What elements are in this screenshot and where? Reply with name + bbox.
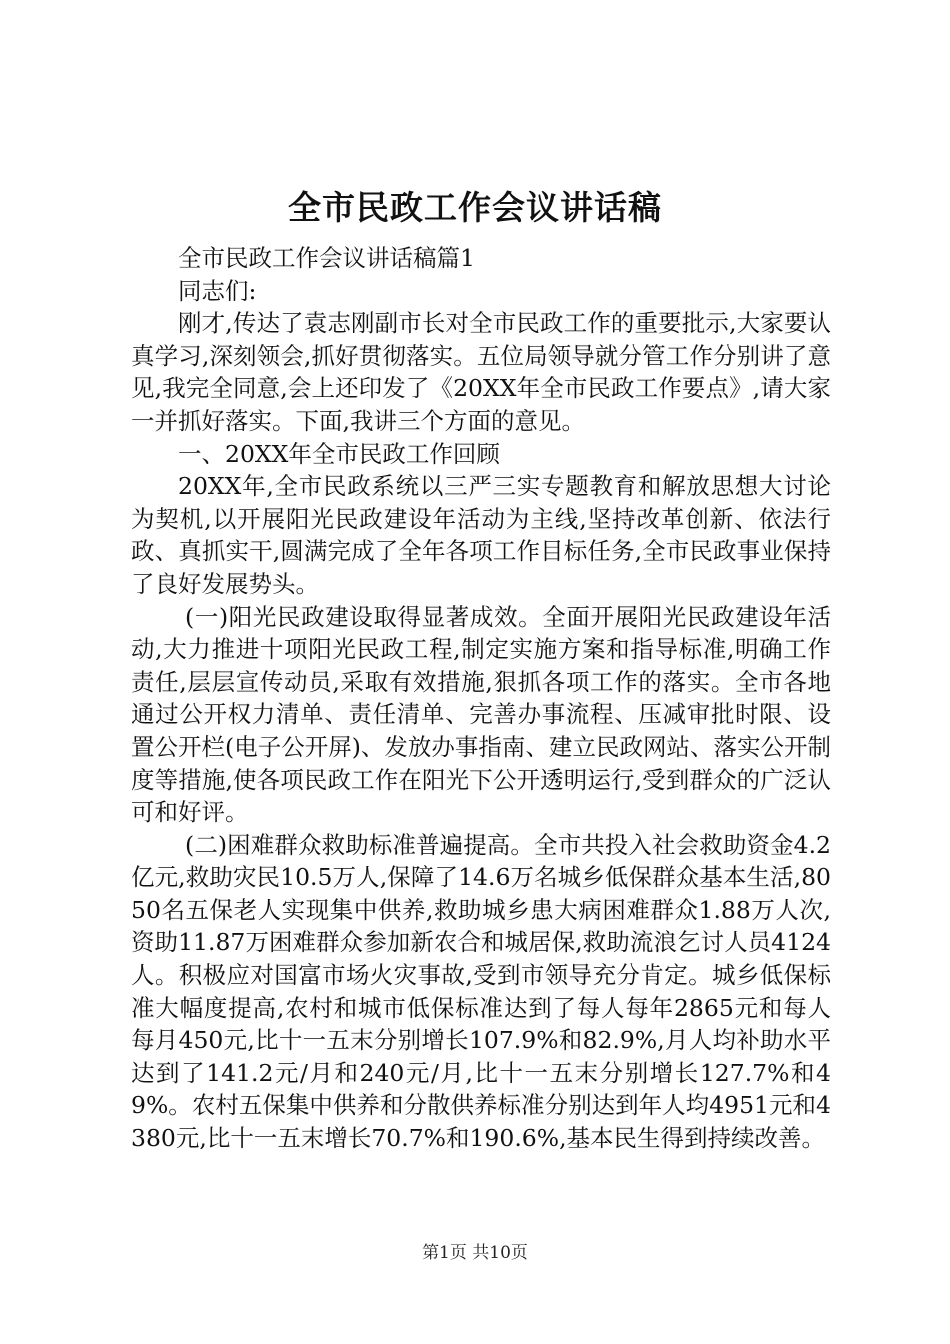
salutation: 同志们: <box>178 276 257 305</box>
section-heading: 全市民政工作会议讲话稿篇1 <box>178 244 475 272</box>
part-one-heading: 一、20XX年全市民政工作回顾 <box>178 439 500 468</box>
document-title: 全市民政工作会议讲话稿 <box>288 188 662 227</box>
item-two-paragraph: (二)困难群众救助标准普遍提高。全市共投入社会救助资金4.2亿元,救助灾民10.5万人,保障了14.6万名城乡低保群众基本生活,8050名五保老人实现集中供养,救助城乡患大病困难群众1.88万人次,资助11.87万困难群众参加新农合和城居保,救助流浪乞讨人员4124人。积极应对国富市场火灾事故,受到市领导充分肯定。城乡低保标准大幅度提高,农村和城市低保标准达到了每人每年2865元和每人每月450元,比十一五末分别增长107.9%和82.9%,月人均补助水平达到了141.2元/月和240元/月,比十一五末分别增长127.7%和49%。农村五保集中供养和分散供养标准分别达到年人均4951元和4380元,比十一五末增长70.7%和190.6%,基本民生得到持续改善。 <box>131 830 831 1153</box>
page-number: 第1页 共10页 <box>422 1243 528 1263</box>
item-one-paragraph: (一)阳光民政建设取得显著成效。全面开展阳光民政建设年活动,大力推进十项阳光民政工程,制定实施方案和指导标准,明确工作责任,层层宣传动员,采取有效措施,狠抓各项工作的落实。全市各地通过公开权力清单、责任清单、完善办事流程、压减审批时限、设置公开栏(电子公开屏)、发放办事指南、建立民政网站、落实公开制度等措施,使各项民政工作在阳光下公开透明运行,受到群众的广泛认可和好评。 <box>131 602 831 827</box>
opening-paragraph: 刚才,传达了袁志刚副市长对全市民政工作的重要批示,大家要认真学习,深刻领会,抓好贯彻落实。五位局领导就分管工作分别讲了意见,我完全同意,会上还印发了《20XX年全市民政工作要点》,请大家一并抓好落实。下面,我讲三个方面的意见。 <box>131 309 831 435</box>
review-summary-paragraph: 20XX年,全市民政系统以三严三实专题教育和解放思想大讨论为契机,以开展阳光民政建设年活动为主线,坚持改革创新、依法行政、真抓实干,圆满完成了全年各项工作目标任务,全市民政事业保持了良好发展势头。 <box>131 472 831 598</box>
document-body <box>131 242 831 1155</box>
